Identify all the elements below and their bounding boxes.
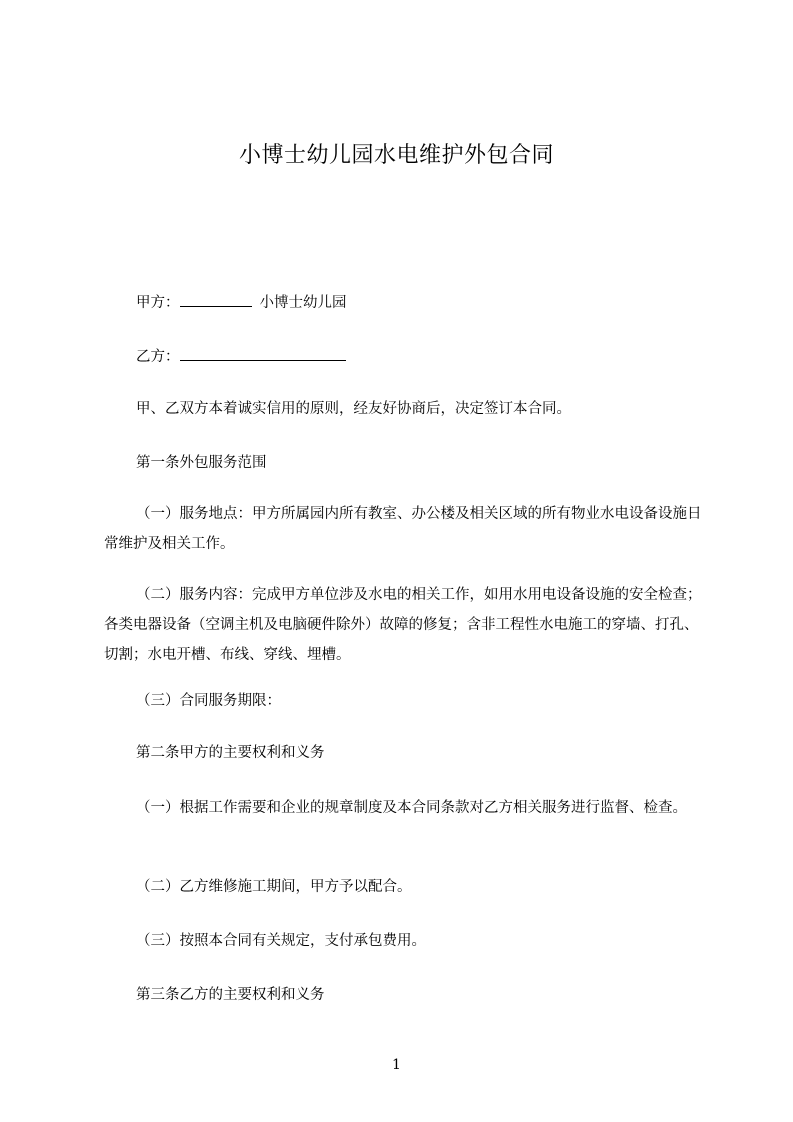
document-title: 小博士幼儿园水电维护外包合同	[238, 143, 554, 168]
intro-paragraph: 甲、乙双方本着诚实信用的原则，经友好协商后，决定签订本合同。	[136, 401, 571, 417]
page-number: 1	[392, 1057, 401, 1073]
party-b-label: 乙方：	[136, 349, 180, 365]
article-2-item-1: （一）根据工作需要和企业的规章制度及本合同条款对乙方相关服务进行监督、检查。	[136, 800, 687, 816]
party-a-value: 小博士幼儿园	[259, 295, 347, 311]
article-2-item-3: （三）按照本合同有关规定，支付承包费用。	[136, 933, 426, 949]
article-3-heading: 第三条乙方的主要权利和义务	[136, 987, 325, 1003]
article-1-item-3: （三）合同服务期限：	[136, 693, 281, 709]
party-a-blank	[180, 290, 252, 307]
article-1-heading: 第一条外包服务范围	[136, 455, 267, 471]
article-2-heading: 第二条甲方的主要权利和义务	[136, 745, 325, 761]
party-b-blank	[180, 344, 346, 361]
article-1-item-1: （一）服务地点：甲方所属园内所有教室、办公楼及相关区域的所有物业水电设备设施日常维护及相关工作。	[104, 506, 702, 552]
article-2-item-2: （二）乙方维修施工期间，甲方予以配合。	[136, 879, 412, 895]
party-a-label: 甲方：	[136, 295, 180, 311]
party-b-line	[136, 344, 354, 368]
party-a-line	[136, 290, 347, 314]
article-1-item-2: （二）服务内容：完成甲方单位涉及水电的相关工作，如用水用电设备设施的安全检查；各类电器设备（空调主机及电脑硬件除外）故障的修复；含非工程性水电施工的穿墙、打孔、切割；水电开槽、布线、穿线、埋槽。	[104, 587, 702, 663]
